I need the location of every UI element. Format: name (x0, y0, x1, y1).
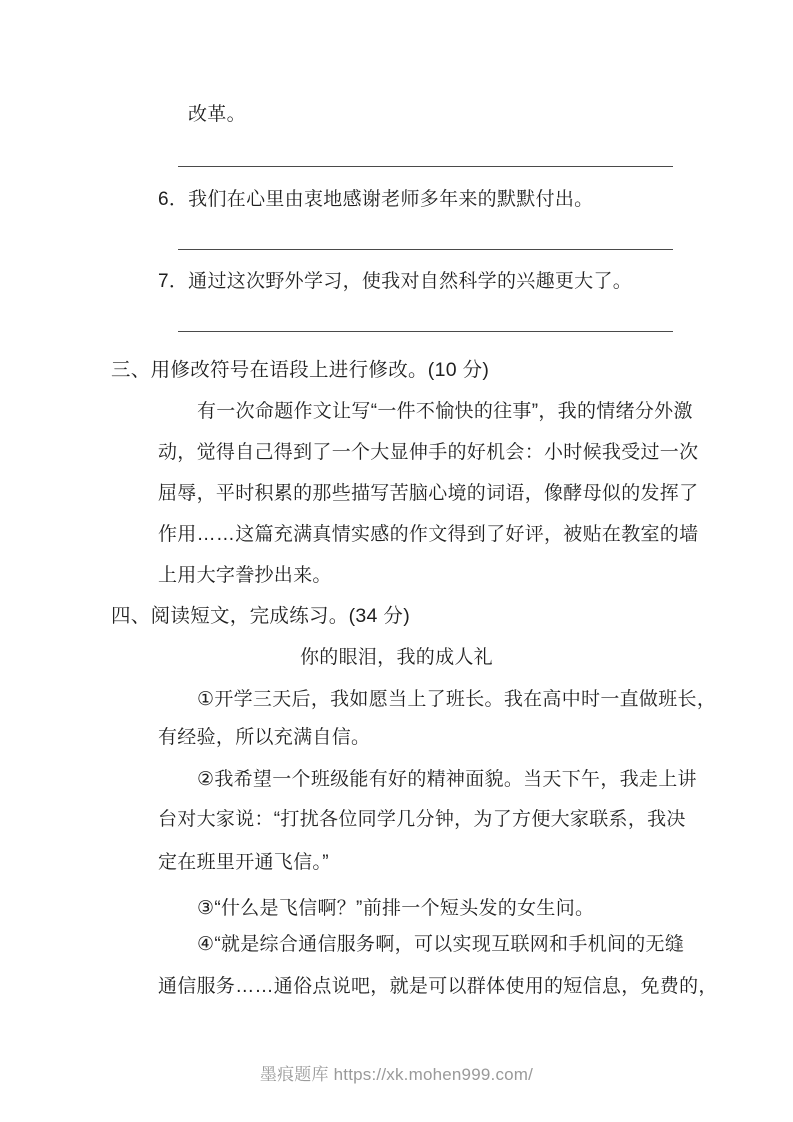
footer-credit: 墨痕题库 https://xk.mohen999.com/ (259, 1065, 534, 1084)
carryover-text: 改革。 (188, 104, 246, 125)
section-3-passage-line: 作用……这篇充满真情实感的作文得到了好评，被贴在教室的墙 (158, 524, 699, 545)
section-3-passage-line: 上用大字誊抄出来。 (158, 565, 332, 586)
passage-paragraph-2-line: 台对大家说：“打扰各位同学几分钟，为了方便大家联系，我决 (158, 809, 686, 830)
passage-paragraph-3-line: ③“什么是飞信啊？”前排一个短头发的女生问。 (197, 898, 595, 919)
answer-blank-1 (178, 166, 673, 167)
passage-title: 你的眼泪，我的成人礼 (299, 647, 493, 668)
passage-paragraph-1-line: 有经验，所以充满自信。 (158, 727, 371, 748)
answer-blank-3 (178, 331, 673, 332)
answer-blank-2 (178, 249, 673, 250)
passage-paragraph-4-line: ④“就是综合通信服务啊，可以实现互联网和手机间的无缝 (197, 934, 685, 955)
section-3-passage-line: 动，觉得自己得到了一个大显伸手的好机会：小时候我受过一次 (158, 442, 699, 463)
passage-paragraph-2-line: 定在班里开通飞信。” (158, 852, 329, 873)
passage-paragraph-1-line: ①开学三天后，我如愿当上了班长。我在高中时一直做班长， (197, 689, 717, 710)
section-3-heading: 三、用修改符号在语段上进行修改。(10 分) (111, 359, 490, 381)
passage-paragraph-2-line: ②我希望一个班级能有好的精神面貌。当天下午，我走上讲 (197, 769, 697, 790)
section-3-passage-line: 有一次命题作文让写“一件不愉快的往事”，我的情绪分外激 (197, 401, 693, 422)
passage-paragraph-4-line: 通信服务……通俗点说吧，就是可以群体使用的短信息，免费的， (158, 976, 718, 997)
section-4-heading: 四、阅读短文，完成练习。(34 分) (111, 605, 410, 627)
section-3-passage-line: 屈辱，平时积累的那些描写苦脑心境的词语，像酵母似的发挥了 (158, 483, 699, 504)
question-6: 6．我们在心里由衷地感谢老师多年来的默默付出。 (158, 189, 594, 210)
question-7: 7．通过这次野外学习，使我对自然科学的兴趣更大了。 (158, 271, 633, 292)
